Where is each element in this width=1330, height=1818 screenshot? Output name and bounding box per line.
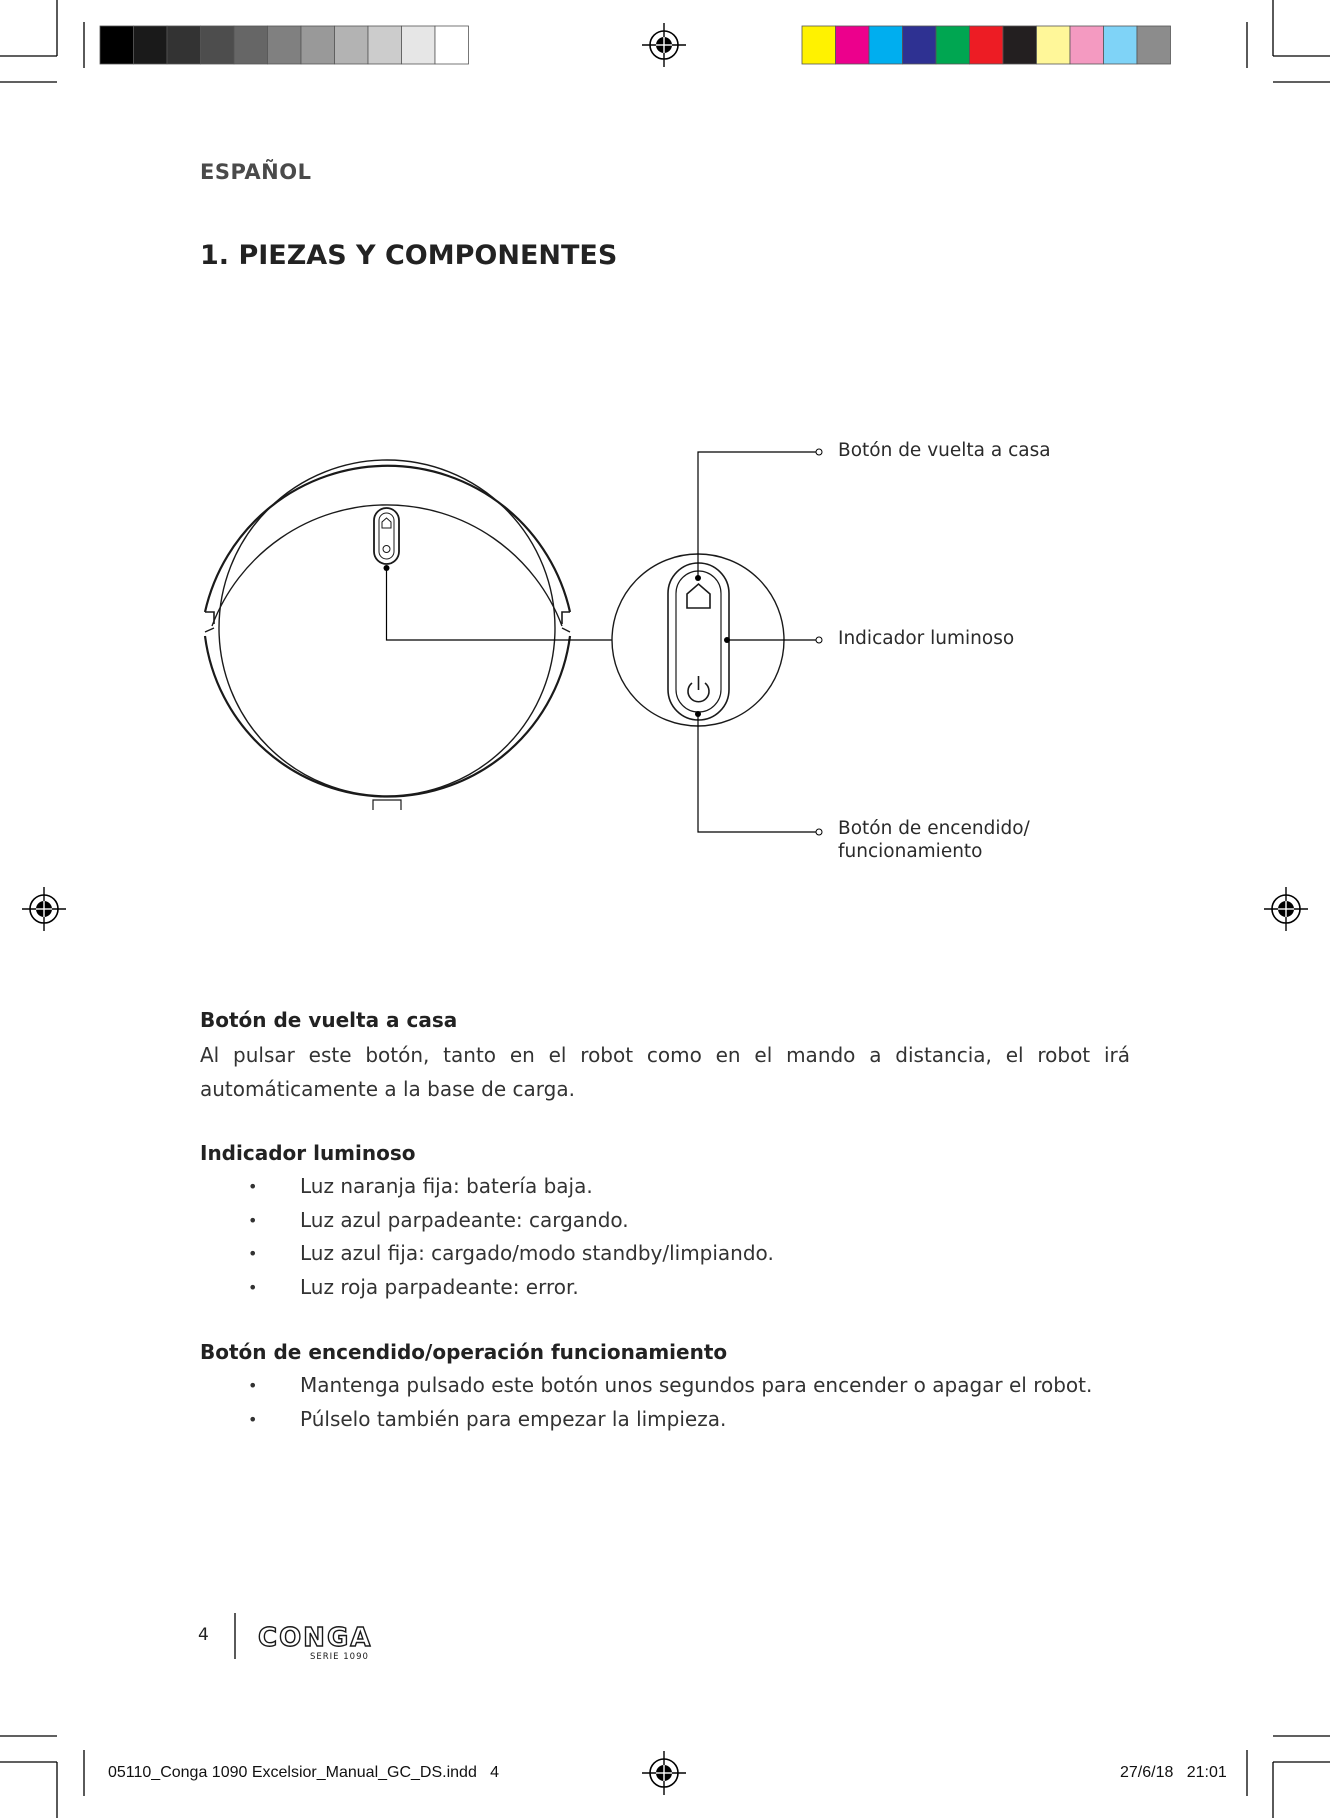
home-section-heading: Botón de vuelta a casa [200,1008,458,1032]
gray-swatch [234,26,268,64]
color-swatch [1003,26,1037,64]
gray-swatch [201,26,235,64]
gray-swatch [402,26,436,64]
power-list [200,1369,1150,1436]
svg-text:CONGA: CONGA [258,1623,373,1653]
indicator-section-heading: Indicador luminoso [200,1141,416,1165]
callout-leaders [698,452,816,832]
callout-home-label: Botón de vuelta a casa [838,440,1051,461]
gray-swatch [100,26,134,64]
robot-vacuum-illustration [205,460,570,810]
callout-dots [695,449,822,835]
registration-mark-right [1264,887,1308,931]
gray-swatch [167,26,201,64]
list-item: • Mantenga pulsado este botón unos segundos para encender o apagar el robot. [200,1369,1150,1403]
section-title: 1. PIEZAS Y COMPONENTES [200,240,618,271]
color-swatch [970,26,1004,64]
gray-swatch [335,26,369,64]
gray-step-bar [100,26,469,64]
gray-swatch [368,26,402,64]
footer-file-info: 05110_Conga 1090 Excelsior_Manual_GC_DS.indd 4 [108,1764,500,1781]
color-swatch [1037,26,1071,64]
list-item: • Luz roja parpadeante: error. [200,1271,1150,1305]
color-swatch [936,26,970,64]
color-swatch [903,26,937,64]
footer-date-info: 27/6/18 21:01 [1120,1764,1227,1781]
color-swatch [836,26,870,64]
language-label: ESPAÑOL [200,160,312,184]
registration-mark-top [642,23,686,67]
registration-mark-bottom [642,1751,686,1795]
color-swatch [1137,26,1171,64]
color-swatch [1070,26,1104,64]
list-item: • Púlselo también para empezar la limpieza. [200,1403,1150,1437]
callout-power-line1: Botón de encendido/ [838,818,1030,839]
color-swatch [869,26,903,64]
callout-power-label [838,817,1030,863]
gray-swatch [134,26,168,64]
process-color-bar [802,26,1171,64]
list-item: • Luz azul parpadeante: cargando. [200,1204,1150,1238]
indicator-list [200,1170,1150,1304]
list-item: • Luz naranja fija: batería baja. [200,1170,1150,1204]
power-section-heading: Botón de encendido/operación funcionamiento [200,1340,728,1364]
color-swatch [1104,26,1138,64]
callout-indicator-label: Indicador luminoso [838,628,1015,649]
gray-swatch [301,26,335,64]
gray-swatch [435,26,469,64]
power-icon [688,676,709,702]
home-icon [687,584,710,608]
registration-mark-left [22,887,66,931]
gray-swatch [268,26,302,64]
svg-text:SERIE 1090: SERIE 1090 [310,1652,369,1662]
color-swatch [802,26,836,64]
callout-power-line2: funcionamiento [838,841,983,862]
home-section-text: Al pulsar este botón, tanto en el robot como en el mando a distancia, el robot irá automáticamente a la base de carga. [200,1043,1130,1101]
conga-logo [258,1623,372,1662]
page-number: 4 [198,1625,209,1645]
leader-line-robot [387,568,613,640]
list-item: • Luz azul fija: cargado/modo standby/limpiando. [200,1237,1150,1271]
